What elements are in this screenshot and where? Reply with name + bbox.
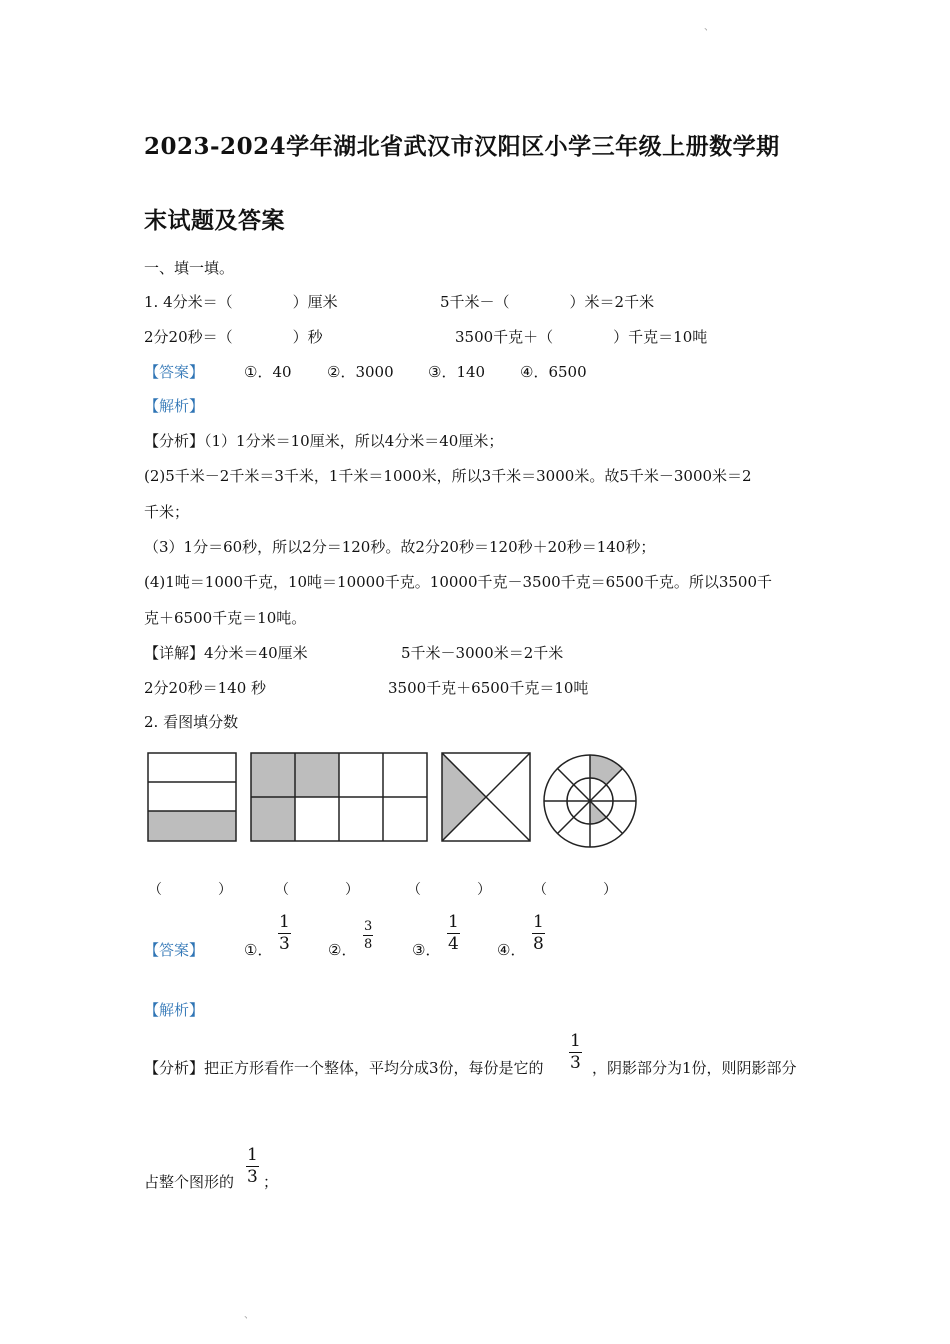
q2-analysis-line1-a	[144, 1058, 544, 1078]
q2-answer-frac-3	[447, 914, 460, 953]
q2-answer-frac-4	[532, 914, 545, 953]
q1-item-b1: 2分20秒＝（ ）秒	[144, 328, 323, 346]
page-title-line2: 末试题及答案	[144, 207, 285, 234]
q1-answer-4: ④．6500	[520, 363, 587, 381]
q2-analysis-text1: 把正方形看作一个整体，平均分成3份，每份是它的	[204, 1059, 544, 1077]
q1-answer-3: ③．140	[428, 363, 486, 381]
frac-denominator: 3	[247, 1167, 258, 1187]
q2-analysis-line2: 占整个图形的	[144, 1173, 235, 1191]
q2-answer-tag: 【答案】	[144, 941, 205, 959]
q2-fenxi-tag: 【分析】	[144, 1059, 205, 1077]
q2-analysis-frac-2	[246, 1147, 259, 1186]
frac-denominator: 8	[364, 937, 373, 952]
q1-item-a1: 1. 4分米＝（ ）厘米	[144, 293, 338, 311]
frac-denominator: 4	[448, 934, 459, 954]
frac-numerator: 1	[570, 1031, 581, 1051]
fig2-shaded-cell-2	[295, 753, 339, 797]
frac-numerator: 1	[533, 912, 544, 932]
q2-answer-frac-1	[278, 914, 291, 953]
frac-numerator: 1	[247, 1145, 258, 1165]
figure-1-thirds	[148, 753, 236, 841]
page-title-line1: 2023-2024学年湖北省武汉市汉阳区小学三年级上册数学期	[144, 133, 780, 160]
q1-analysis-line2: (2)5千米－2千米＝3千米，1千米＝1000米，所以3千米＝3000米。故5千米－3000米＝2	[144, 467, 752, 485]
q1-answer-2: ②．3000	[327, 363, 394, 381]
q1-xiangjie-tag: 【详解】	[144, 644, 205, 662]
q1-detail-2: 5千米－3000米＝2千米	[401, 644, 564, 662]
q1-answer-1: ①．40	[244, 363, 292, 381]
q2-jiexi-tag: 【解析】	[144, 1001, 205, 1019]
q2-analysis-line1-b: ，阴影部分为1份，则阴影部分	[592, 1059, 797, 1077]
q2-analysis-end: ；	[263, 1173, 279, 1191]
q1-analysis-line4: （3）1分＝60秒，所以2分＝120秒。故2分20秒＝120秒＋20秒＝140秒；	[144, 538, 656, 556]
q1-analysis-text1: （1）1分米＝10厘米，所以4分米＝40厘米；	[204, 432, 504, 450]
q1-fenxi-tag: 【分析】	[144, 432, 205, 450]
figure-4-circle	[544, 755, 636, 847]
q2-answer-label-2: ②．	[328, 941, 357, 959]
figure-2-eighths	[251, 753, 427, 841]
q2-blank-1: （ ）	[148, 882, 232, 898]
q2-blank-3: （ ）	[407, 882, 491, 898]
q1-analysis-line1	[144, 431, 503, 451]
frac-denominator: 3	[279, 934, 290, 954]
q1-item-a2: 5千米－（ ）米＝2千米	[440, 293, 655, 311]
q1-detail-1: 4分米＝40厘米	[204, 644, 308, 662]
fig2-shaded-cell-3	[251, 797, 295, 841]
q1-detail-3: 2分20秒＝140 秒	[144, 679, 267, 697]
q1-analysis-line5: (4)1吨＝1000千克，10吨＝10000千克。10000千克－3500千克＝6500千克。所以3500千	[144, 573, 773, 591]
fig4-shaded-outer	[590, 755, 623, 785]
frac-numerator: 3	[364, 919, 373, 934]
q1-item-b2: 3500千克＋（ ）千克＝10吨	[455, 328, 708, 346]
q2-analysis-frac-1	[569, 1033, 582, 1072]
fig2-shaded-cell-1	[251, 753, 295, 797]
fig1-shaded-strip	[148, 811, 236, 841]
frac-numerator: 1	[279, 912, 290, 932]
q2-answer-label-3: ③．	[412, 941, 441, 959]
frac-numerator: 1	[448, 912, 459, 932]
frac-denominator: 3	[570, 1053, 581, 1073]
q2-blank-4: （ ）	[533, 882, 617, 898]
footer-mark: 、	[244, 1310, 254, 1321]
header-mark: 、	[704, 22, 714, 33]
q1-answer-tag: 【答案】	[144, 363, 205, 381]
q2-answer-label-4: ④．	[497, 941, 526, 959]
q1-detail-4: 3500千克＋6500千克＝10吨	[388, 679, 589, 697]
q1-detail-line1	[144, 643, 308, 663]
q1-analysis-line3: 千米；	[144, 503, 190, 521]
q2-title: 2. 看图填分数	[144, 713, 239, 731]
figure-3-quarters	[442, 753, 530, 841]
q2-answer-label-1: ①．	[244, 941, 273, 959]
q2-blank-2: （ ）	[275, 882, 359, 898]
fig3-shaded-triangle	[442, 753, 486, 841]
q2-answer-frac-2	[363, 920, 373, 951]
section-heading: 一、填一填。	[144, 259, 235, 277]
frac-denominator: 8	[533, 934, 544, 954]
q1-jiexi-tag: 【解析】	[144, 397, 205, 415]
q2-figures	[140, 745, 650, 850]
q1-analysis-line6: 克＋6500千克＝10吨。	[144, 609, 307, 627]
